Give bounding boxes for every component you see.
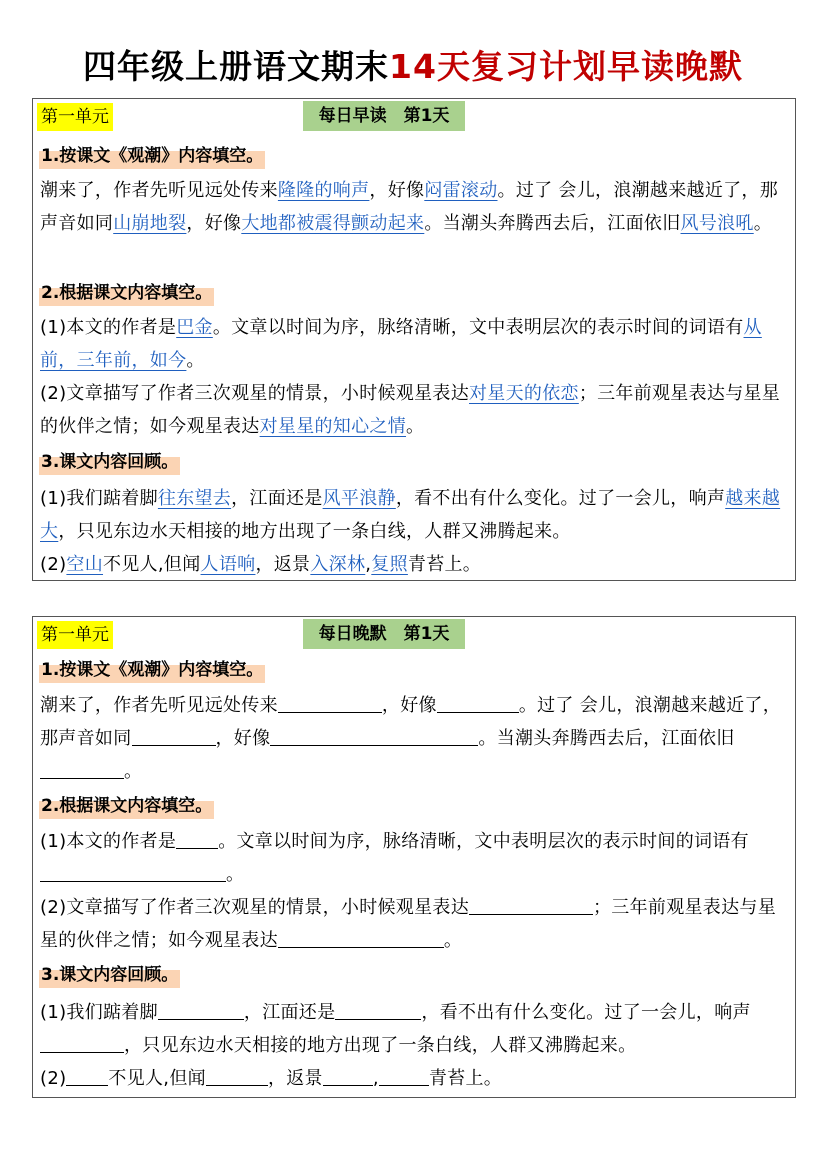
text: 。过了 会儿，浪潮越来越近了，那声音如同 <box>40 180 779 234</box>
answer: 空山 <box>66 554 104 575</box>
answer: 对星星的知心之情 <box>259 416 407 437</box>
answer: 风号浪吼 <box>680 213 754 234</box>
text: 不见人,但闻 <box>108 1068 206 1089</box>
section-1-paragraph <box>40 174 792 240</box>
fill-blank[interactable] <box>158 1000 244 1020</box>
section-3-item-2 <box>40 548 792 581</box>
text: (2) <box>40 1068 67 1089</box>
section-heading-2: 2.根据课文内容填空。 <box>39 280 214 306</box>
text: 。 <box>186 350 205 371</box>
text: (1)本文的作者是 <box>40 317 177 338</box>
text: (2)文章描写了作者三次观星的情景，小时候观星表达 <box>40 897 469 918</box>
text: ，看不出有什么变化。过了一会儿，响声 <box>395 488 726 509</box>
answer: 从前，三年前，如今 <box>40 317 762 371</box>
text: 青苔上。 <box>407 554 482 575</box>
fill-blank[interactable] <box>40 759 124 779</box>
fill-blank[interactable] <box>132 726 216 746</box>
text: ，好像 <box>186 213 242 234</box>
section-heading-3: 3.课文内容回顾。 <box>39 962 180 988</box>
text: (2) <box>40 554 67 575</box>
fill-blank[interactable] <box>206 1066 268 1086</box>
fill-blank[interactable] <box>469 895 593 915</box>
text: 。文章以时间为序，脉络清晰，文中表明层次的表示时间的词语有 <box>218 831 749 852</box>
text: 不见人,但闻 <box>103 554 201 575</box>
text: 。 <box>443 930 463 951</box>
day-tag: 每日早读 第1天 <box>303 101 465 131</box>
section-heading-3: 3.课文内容回顾。 <box>39 449 180 475</box>
section-3-item-1 <box>40 996 792 1062</box>
text: 。文章以时间为序，脉络清晰，文中表明层次的表示时间的词语有 <box>212 317 744 338</box>
fill-blank[interactable] <box>278 928 444 948</box>
text: (1)本文的作者是 <box>40 831 177 852</box>
fill-blank[interactable] <box>40 1033 124 1053</box>
text: 。当潮头奔腾西去后，江面依旧 <box>424 213 681 234</box>
answer: 隆隆的响声 <box>277 180 370 201</box>
answer: 越来越大 <box>40 488 781 542</box>
fill-blank[interactable] <box>379 1066 429 1086</box>
fill-blank[interactable] <box>40 862 226 882</box>
text: 。 <box>226 864 245 885</box>
text: ；三年前观星表达与星星的伙伴之情；如今观星表达 <box>40 897 776 951</box>
title-part-red: 14天复习计划早读晚默 <box>389 47 743 86</box>
section-2-item-2 <box>40 891 792 957</box>
text: ，只见东边水天相接的地方出现了一条白线，人群又沸腾起来。 <box>58 521 571 542</box>
text: 青苔上。 <box>428 1068 503 1089</box>
answer: 山崩地裂 <box>113 213 187 234</box>
text: 潮来了，作者先听见远处传来 <box>40 180 278 201</box>
fill-blank[interactable] <box>323 1066 373 1086</box>
text: ，返景 <box>267 1068 323 1089</box>
text: ；三年前观星表达与星星的伙伴之情；如今观星表达 <box>40 383 781 437</box>
text: ，只见东边水天相接的地方出现了一条白线，人群又沸腾起来。 <box>124 1035 637 1056</box>
text: 。 <box>753 213 773 234</box>
morning-reading-box <box>32 98 796 581</box>
answer: 复照 <box>371 554 408 575</box>
fill-blank[interactable] <box>176 829 218 849</box>
text: ，江面还是 <box>243 1002 336 1023</box>
unit-tag: 第一单元 <box>37 103 113 131</box>
text: 潮来了，作者先听见远处传来 <box>40 695 278 716</box>
fill-blank[interactable] <box>437 693 519 713</box>
text: , <box>372 1068 379 1089</box>
answer: 风平浪静 <box>322 488 396 509</box>
section-heading-2: 2.根据课文内容填空。 <box>39 793 214 819</box>
section-1-paragraph <box>40 689 792 788</box>
text: ，返景 <box>255 554 311 575</box>
answer: 入深林 <box>310 554 366 575</box>
answer: 对星天的依恋 <box>469 383 579 404</box>
text: ，好像 <box>215 728 271 749</box>
text: ，江面还是 <box>231 488 323 509</box>
text: (2)文章描写了作者三次观星的情景，小时候观星表达 <box>40 383 469 404</box>
answer: 巴金 <box>176 317 213 338</box>
text: , <box>365 554 372 575</box>
section-2-item-2 <box>40 377 792 443</box>
text: ，看不出有什么变化。过了一会儿，响声 <box>421 1002 751 1023</box>
fill-blank[interactable] <box>270 726 478 746</box>
section-3-item-2 <box>40 1062 792 1095</box>
text: ，好像 <box>381 695 437 716</box>
section-heading-1: 1.按课文《观潮》内容填空。 <box>39 657 265 683</box>
day-tag: 每日晚默 第1天 <box>303 619 465 649</box>
unit-tag: 第一单元 <box>37 621 113 649</box>
answer: 往东望去 <box>157 488 232 509</box>
text: (1)我们踮着脚 <box>40 488 158 509</box>
section-heading-1: 1.按课文《观潮》内容填空。 <box>39 143 265 169</box>
page-title <box>0 42 826 92</box>
text: 。 <box>124 761 143 782</box>
answer: 大地都被震得颤动起来 <box>241 213 425 234</box>
fill-blank[interactable] <box>335 1000 421 1020</box>
section-2-item-1 <box>40 311 792 377</box>
text: 。过了 会儿，浪潮越来越近了，那声音如同 <box>40 695 782 749</box>
text: 。 <box>406 416 425 437</box>
section-2-item-1 <box>40 825 792 891</box>
fill-blank[interactable] <box>66 1066 108 1086</box>
text: 。当潮头奔腾西去后，江面依旧 <box>478 728 735 749</box>
fill-blank[interactable] <box>278 693 382 713</box>
text: (1)我们踮着脚 <box>40 1002 158 1023</box>
answer: 闷雷滚动 <box>424 180 498 201</box>
title-part-black: 四年级上册语文期末 <box>83 47 390 86</box>
section-3-item-1 <box>40 482 792 548</box>
text: ，好像 <box>369 180 425 201</box>
evening-dictation-box <box>32 616 796 1098</box>
answer: 人语响 <box>200 554 256 575</box>
